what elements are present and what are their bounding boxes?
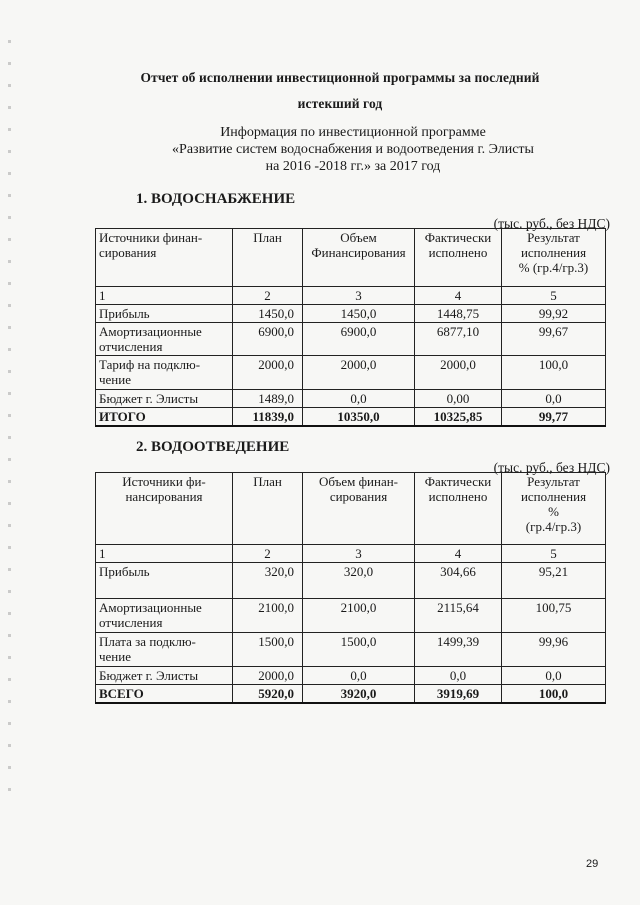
table-row [96,599,606,633]
row-plan: 2000,0 [233,667,303,685]
header-source: Источники финан- сирования [96,229,233,287]
column-number: 1 [96,545,233,563]
row-source: Бюджет г. Элисты [96,667,233,685]
header-plan: План [233,473,303,545]
column-number: 2 [233,545,303,563]
row-result: 99,92 [502,305,606,323]
water-supply-table [95,228,606,427]
table-row [96,563,606,599]
row-plan: 1450,0 [233,305,303,323]
table-row [96,667,606,685]
column-number: 4 [415,287,502,305]
total-row [96,408,606,427]
total-result: 100,0 [502,685,606,704]
row-plan: 1500,0 [233,633,303,667]
column-number: 5 [502,545,606,563]
row-plan: 6900,0 [233,323,303,356]
row-plan: 2000,0 [233,356,303,390]
page-number: 29 [586,858,599,870]
table-row [96,390,606,408]
wastewater-table [95,472,606,704]
program-info-line-1: Информация по инвестиционной программе [220,125,486,140]
row-source: Плата за подклю- чение [96,633,233,667]
row-source: Амортизационные отчисления [96,323,233,356]
header-result: Результат исполнения % (гр.4/гр.3) [502,229,606,287]
header-result: Результат исполнения % (гр.4/гр.3) [502,473,606,545]
program-info-line-3: на 2016 -2018 гг.» за 2017 год [265,159,441,174]
row-actual: 1499,39 [415,633,502,667]
total-row [96,685,606,704]
row-plan: 2100,0 [233,599,303,633]
row-actual: 0,00 [415,390,502,408]
total-plan: 11839,0 [233,408,303,427]
section-heading-wastewater: 2. ВОДООТВЕДЕНИЕ [136,439,290,455]
column-number: 2 [233,287,303,305]
units-note-water-supply: (тыс. руб., без НДС) [493,216,610,231]
total-actual: 3919,69 [415,685,502,704]
header-plan: План [233,229,303,287]
column-number-row [96,545,606,563]
total-source: ВСЕГО [96,685,233,704]
row-actual: 0,0 [415,667,502,685]
program-info-line-2: «Развитие систем водоснабжения и водоотведения г. Элисты [172,142,534,157]
header-volume: Объем финан- сирования [303,473,415,545]
row-plan: 1489,0 [233,390,303,408]
row-result: 95,21 [502,563,606,599]
row-actual: 6877,10 [415,323,502,356]
header-actual: Фактически исполнено [415,229,502,287]
table-header-row [96,473,606,545]
row-result: 100,0 [502,356,606,390]
table-row [96,305,606,323]
total-plan: 5920,0 [233,685,303,704]
row-volume: 0,0 [303,667,415,685]
table-row [96,633,606,667]
row-source: Прибыль [96,305,233,323]
row-actual: 2115,64 [415,599,502,633]
row-source: Тариф на подклю- чение [96,356,233,390]
header-source: Источники фи- нансирования [96,473,233,545]
row-result: 0,0 [502,667,606,685]
row-actual: 1448,75 [415,305,502,323]
row-result: 100,75 [502,599,606,633]
row-volume: 2100,0 [303,599,415,633]
row-volume: 2000,0 [303,356,415,390]
column-number: 5 [502,287,606,305]
row-plan: 320,0 [233,563,303,599]
table-header-row [96,229,606,287]
table-row [96,323,606,356]
total-volume: 3920,0 [303,685,415,704]
column-number: 3 [303,287,415,305]
row-actual: 304,66 [415,563,502,599]
total-actual: 10325,85 [415,408,502,427]
total-source: ИТОГО [96,408,233,427]
scan-edge-artifact [8,40,11,800]
report-title-line-1: Отчет об исполнении инвестиционной программы за последний [140,70,540,85]
column-number: 4 [415,545,502,563]
row-volume: 1500,0 [303,633,415,667]
report-title-line-2: истекший год [297,96,383,111]
row-volume: 320,0 [303,563,415,599]
table-row [96,356,606,390]
total-volume: 10350,0 [303,408,415,427]
header-actual: Фактически исполнено [415,473,502,545]
units-note-wastewater: (тыс. руб., без НДС) [493,460,610,475]
row-source: Бюджет г. Элисты [96,390,233,408]
row-volume: 6900,0 [303,323,415,356]
header-volume: Объем Финансирования [303,229,415,287]
row-actual: 2000,0 [415,356,502,390]
section-heading-water-supply: 1. ВОДОСНАБЖЕНИЕ [136,191,296,207]
column-number: 3 [303,545,415,563]
row-volume: 1450,0 [303,305,415,323]
total-result: 99,77 [502,408,606,427]
row-result: 0,0 [502,390,606,408]
row-volume: 0,0 [303,390,415,408]
row-result: 99,96 [502,633,606,667]
column-number-row [96,287,606,305]
row-result: 99,67 [502,323,606,356]
row-source: Прибыль [96,563,233,599]
row-source: Амортизационные отчисления [96,599,233,633]
column-number: 1 [96,287,233,305]
